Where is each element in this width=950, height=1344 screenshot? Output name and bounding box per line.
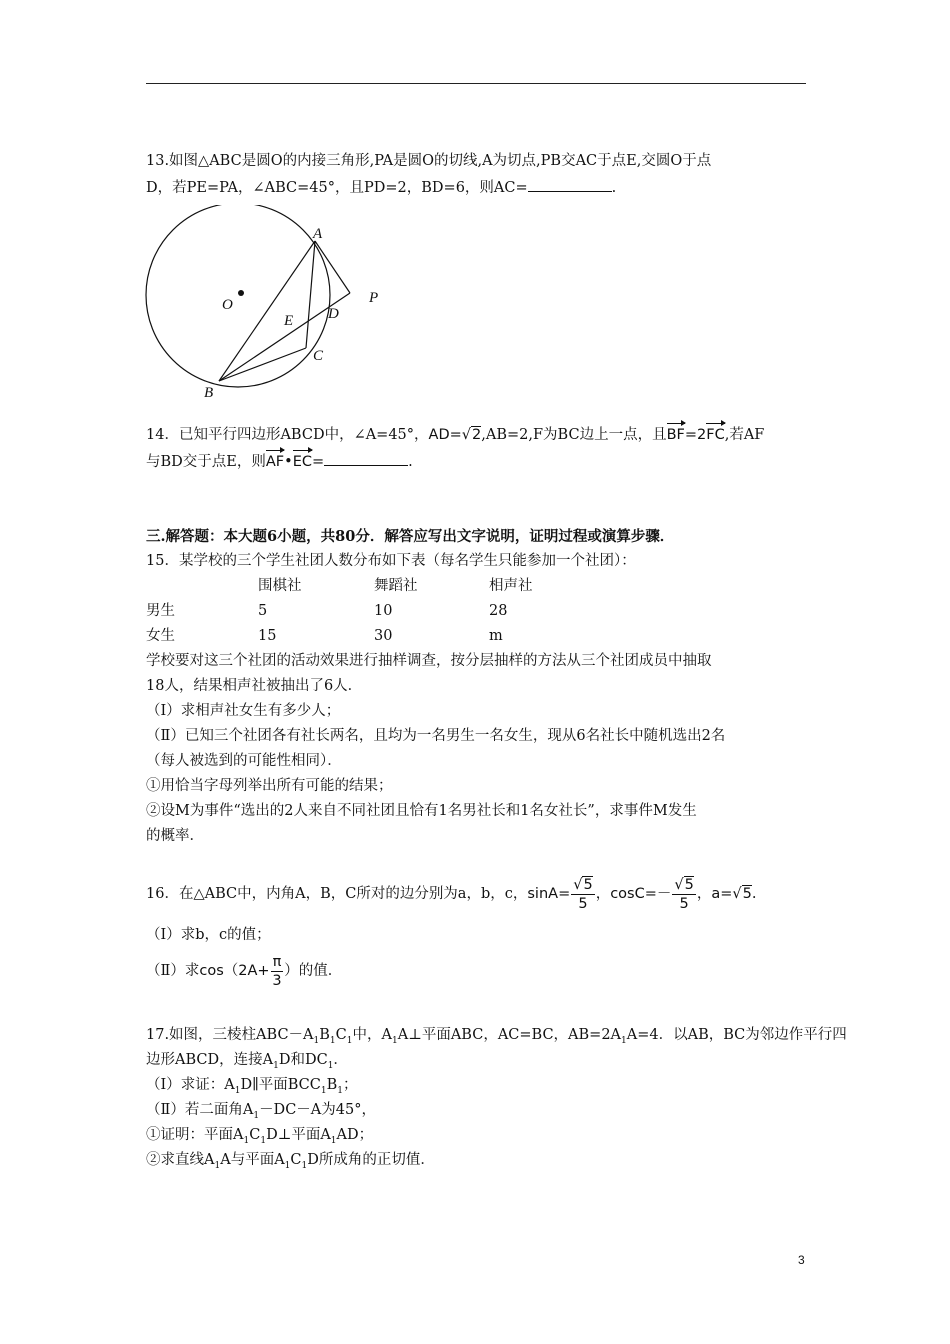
q15-sub4b: 的概率． — [146, 828, 204, 844]
q14-line2: 与BD交于点E，则AF•EC= . — [146, 451, 413, 472]
q15-p2: 18人，结果相声社被抽出了6人． — [146, 678, 363, 694]
q17-sub2: （Ⅱ）若二面角$A_1-DC-A$为45°， — [146, 1102, 376, 1121]
section-3-heading: 三.解答题：本大题6小题，共80分．解答应写出文字说明，证明过程或演算步骤． — [146, 528, 675, 545]
q13-figure — [140, 205, 400, 405]
table-header-weiqi: 围棋社 — [258, 578, 302, 594]
table-row-female-label: 女生 — [146, 628, 175, 644]
q16-sub1: （Ⅰ）求b，c的值； — [146, 927, 271, 943]
cosc-fraction: $\frac{√5}{5}$ — [674, 876, 694, 912]
page-number: 3 — [798, 1253, 805, 1267]
table-row-male-label: 男生 — [146, 603, 175, 619]
label-a: A — [313, 226, 323, 242]
q17-sub4: ②求直线$A_1A$与平面$A_1C_1D$所成角的正切值． — [146, 1152, 435, 1171]
q15-p1: 学校要对这三个社团的活动效果进行抽样调查，按分层抽样的方法从三个社团成员中抽取 — [146, 653, 712, 669]
q13-line1: 13.如图△ABC是圆O的内接三角形,PA是圆O的切线,A为切点,PB交AC于点E,交圆O于点 — [146, 153, 712, 169]
q15-sub4a: ②设M为事件“选出的2人来自不同社团且恰有1名男社长和1名女社长”，求事件M发生 — [146, 803, 697, 819]
segment-ba — [219, 241, 315, 381]
table-cell: 28 — [489, 603, 508, 619]
circle-o — [146, 205, 330, 387]
q16-sub2: （Ⅱ）求cos（2A+ $\frac{\pi}{3}$ ）的值． — [146, 953, 343, 989]
q16-intro: 16．在△ABC中，内角A，B，C所对的边分别为a，b，c，sinA= $\frac{√5}{5}$ ，cosC=－ $\frac{√5}{5}$ ，a=√5. — [146, 876, 757, 912]
q15-sub2a: （Ⅱ）已知三个社团各有社长两名，且均为一名男生一名女生，现从6名社长中随机选出2名 — [146, 728, 726, 744]
q17-line1: 17.如图，三棱柱$ABC-A_1B_1C_1$中，$A_1A\perp$平面ABC，AC=BC，$AB=2A_1A=4$．以AB，BC为邻边作平行四 — [146, 1027, 847, 1046]
segment-bc — [219, 348, 306, 381]
table-cell: 30 — [374, 628, 393, 644]
q17-sub1: （Ⅰ）求证：$A_1D\parallel$平面$BCC_1B_1$； — [146, 1077, 358, 1096]
label-o: O — [222, 297, 233, 313]
q17-line2: 边形ABCD，连接$A_1D$和$DC_1$． — [146, 1052, 348, 1071]
q15-sub3: ①用恰当字母列举出所有可能的结果； — [146, 778, 393, 794]
label-c: C — [313, 348, 324, 364]
sina-fraction: $\frac{√5}{5}$ — [573, 876, 593, 912]
q14-line1: 14．已知平行四边形ABCD中，∠A=45°，AD=√2,AB=2,F为BC边上一点，且BF=2FC,若AF — [146, 427, 765, 443]
q13-line2: D，若PE=PA，∠ABC=45°，且PD=2，BD=6，则AC= . — [146, 177, 616, 198]
table-cell: m — [489, 628, 503, 644]
table-header-wudao: 舞蹈社 — [374, 578, 418, 594]
label-e: E — [284, 313, 294, 329]
label-d: D — [328, 306, 339, 322]
q14-answer-blank[interactable] — [324, 451, 408, 466]
q15-sub2b: （每人被选到的可能性相同）． — [146, 753, 342, 769]
header-rule — [146, 83, 806, 84]
q15-intro: 15．某学校的三个学生社团人数分布如下表（每名学生只能参加一个社团）： — [146, 553, 636, 569]
table-cell: 15 — [258, 628, 277, 644]
q13-answer-blank[interactable] — [528, 177, 612, 192]
label-p: P — [369, 290, 379, 306]
segment-ap — [315, 241, 350, 293]
q15-sub1: （Ⅰ）求相声社女生有多少人； — [146, 703, 341, 719]
segment-ac — [306, 241, 315, 348]
pi-over-3-fraction: $\frac{\pi}{3}$ — [272, 953, 282, 989]
table-header-xiangsheng: 相声社 — [489, 578, 533, 594]
table-cell: 10 — [374, 603, 393, 619]
q17-sub3: ①证明：平面$A_1C_1D\perp$平面$A_1AD$； — [146, 1127, 374, 1146]
table-cell: 5 — [258, 603, 268, 619]
label-b: B — [204, 385, 214, 401]
center-dot — [238, 290, 244, 296]
